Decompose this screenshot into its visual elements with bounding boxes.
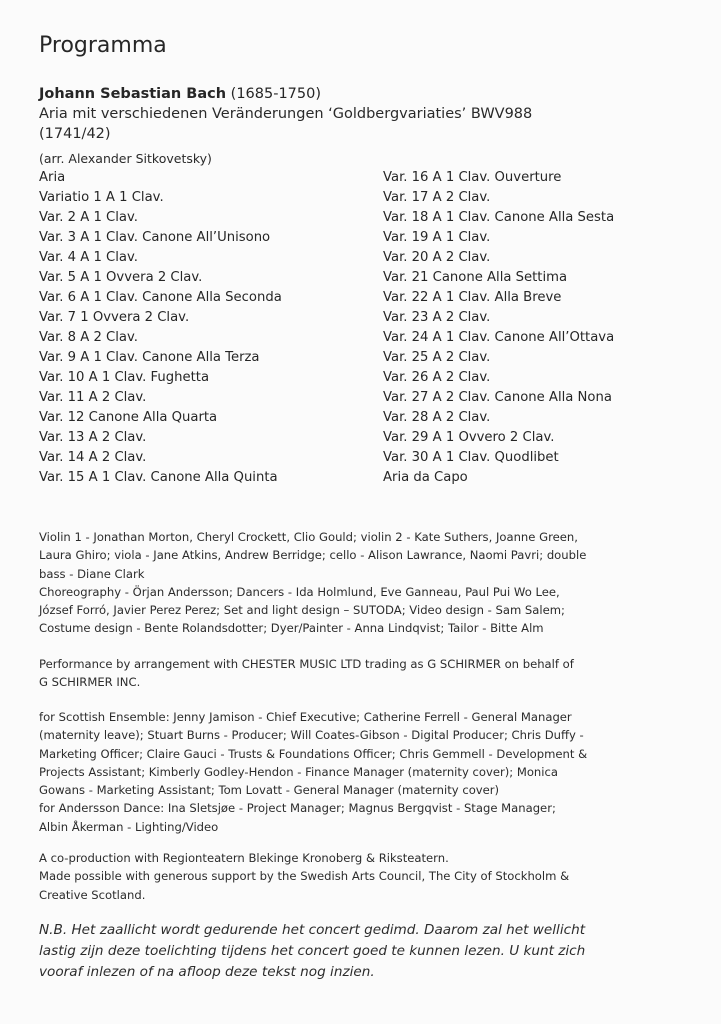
work-title: Aria mit verschiedenen Veränderungen ‘Goldbergvariaties’ BWV988: [39, 106, 533, 122]
text-line: Violin 1 - Jonathan Morton, Cheryl Crockett, Clio Gould; violin 2 - Kate Suthers, Joanne Green,: [39, 530, 578, 544]
list-item: Var. 14 A 2 Clav.: [39, 450, 147, 465]
list-item: Var. 18 A 1 Clav. Canone Alla Sesta: [383, 210, 615, 225]
text-line: for Scottish Ensemble: Jenny Jamison - Chief Executive; Catherine Ferrell - General Manager: [39, 710, 572, 724]
list-item: Aria da Capo: [383, 470, 468, 485]
list-item: Var. 16 A 1 Clav. Ouverture: [383, 170, 562, 185]
movement-list-right: [383, 168, 614, 488]
performance-paragraph: [39, 655, 689, 692]
list-item: Var. 13 A 2 Clav.: [39, 430, 147, 445]
dimmed-light-note: [39, 920, 699, 983]
list-item: Var. 6 A 1 Clav. Canone Alla Seconda: [39, 290, 282, 305]
text-line: Laura Ghiro; viola - Jane Atkins, Andrew Berridge; cello - Alison Lawrance, Naomi Pavri; double: [39, 548, 587, 563]
text-line: Choreography - Örjan Andersson; Dancers - Ida Holmlund, Eve Ganneau, Paul Pui Wo Lee,: [39, 584, 560, 599]
text-line: bass - Diane Clark: [39, 566, 145, 581]
list-item: Aria: [39, 170, 66, 185]
list-item: Var. 26 A 2 Clav.: [383, 370, 491, 385]
list-item: Var. 21 Canone Alla Settima: [383, 270, 568, 285]
list-item: Var. 27 A 2 Clav. Canone Alla Nona: [383, 390, 612, 405]
list-item: Var. 11 A 2 Clav.: [39, 390, 147, 405]
text-line: N.B. Het zaallicht wordt gedurende het concert gedimd. Daarom zal het wellicht: [39, 922, 586, 938]
credits-paragraph: [39, 528, 689, 638]
list-item: Var. 15 A 1 Clav. Canone Alla Quinta: [39, 470, 278, 485]
list-item: Var. 19 A 1 Clav.: [383, 230, 491, 245]
list-item: Var. 22 A 1 Clav. Alla Breve: [383, 290, 562, 305]
list-item: Var. 10 A 1 Clav. Fughetta: [39, 370, 210, 385]
text-line: for Andersson Dance: Ina Sletsjøe - Project Manager; Magnus Bergqvist - Stage Manager;: [39, 801, 556, 816]
list-item: Var. 20 A 2 Clav.: [383, 250, 491, 265]
list-item: Var. 29 A 1 Ovvero 2 Clav.: [383, 430, 555, 445]
text-line: Made possible with generous support by the Swedish Arts Council, The City of Stockholm &: [39, 869, 570, 884]
list-item: Var. 2 A 1 Clav.: [39, 210, 138, 225]
text-line: G SCHIRMER INC.: [39, 675, 141, 690]
text-line: Performance by arrangement with CHESTER MUSIC LTD trading as G SCHIRMER on behalf of: [39, 657, 574, 671]
text-line: Costume design - Bente Rolandsdotter; Dyer/Painter - Anna Lindqvist; Tailor - Bitte Alm: [39, 621, 544, 636]
list-item: Var. 25 A 2 Clav.: [383, 350, 491, 365]
list-item: Var. 4 A 1 Clav.: [39, 250, 138, 265]
coproduction-paragraph: [39, 849, 689, 904]
list-item: Var. 12 Canone Alla Quarta: [39, 410, 218, 425]
list-item: Var. 17 A 2 Clav.: [383, 190, 491, 205]
work-year: (1741/42): [39, 126, 111, 142]
text-line: A co-production with Regionteatern Blekinge Kronoberg & Riksteatern.: [39, 851, 449, 865]
text-line: Creative Scotland.: [39, 887, 146, 902]
list-item: Var. 9 A 1 Clav. Canone Alla Terza: [39, 350, 260, 365]
composer-name: Johann Sebastian Bach: [39, 86, 227, 102]
text-line: József Forró, Javier Perez Perez; Set and light design – SUTODA; Video design - Sam Salem;: [39, 603, 565, 618]
list-item: Var. 3 A 1 Clav. Canone All’Unisono: [39, 230, 271, 245]
movement-list-left: [39, 168, 282, 488]
list-item: Var. 24 A 1 Clav. Canone All’Ottava: [383, 330, 615, 345]
list-item: Var. 7 1 Ovvera 2 Clav.: [39, 310, 190, 325]
list-item: Var. 30 A 1 Clav. Quodlibet: [383, 450, 559, 465]
text-line: Gowans - Marketing Assistant; Tom Lovatt - General Manager (maternity cover): [39, 783, 500, 798]
list-item: Var. 28 A 2 Clav.: [383, 410, 491, 425]
work-arranger: (arr. Alexander Sitkovetsky): [39, 151, 212, 166]
text-line: Marketing Officer; Claire Gauci - Trusts & Foundations Officer; Chris Gemmell - Development &: [39, 746, 588, 761]
text-line: (maternity leave); Stuart Burns - Producer; Will Coates-Gibson - Digital Producer; Chris Duffy -: [39, 728, 584, 743]
text-line: Projects Assistant; Kimberly Godley-Hendon - Finance Manager (maternity cover); Monica: [39, 764, 558, 779]
list-item: Var. 8 A 2 Clav.: [39, 330, 138, 345]
text-line: vooraf inlezen of na afloop deze tekst nog inzien.: [39, 964, 375, 980]
staff-paragraph: [39, 708, 689, 836]
composer-line: [39, 84, 699, 104]
text-line: lastig zijn deze toelichting tijdens het concert goed te kunnen lezen. U kunt zich: [39, 943, 586, 959]
composer-dates: (1685-1750): [230, 86, 322, 102]
list-item: Var. 5 A 1 Ovvera 2 Clav.: [39, 270, 203, 285]
page-title: Programma: [39, 33, 167, 58]
list-item: Var. 23 A 2 Clav.: [383, 310, 491, 325]
list-item: Variatio 1 A 1 Clav.: [39, 190, 164, 205]
text-line: Albin Åkerman - Lighting/Video: [39, 819, 219, 834]
